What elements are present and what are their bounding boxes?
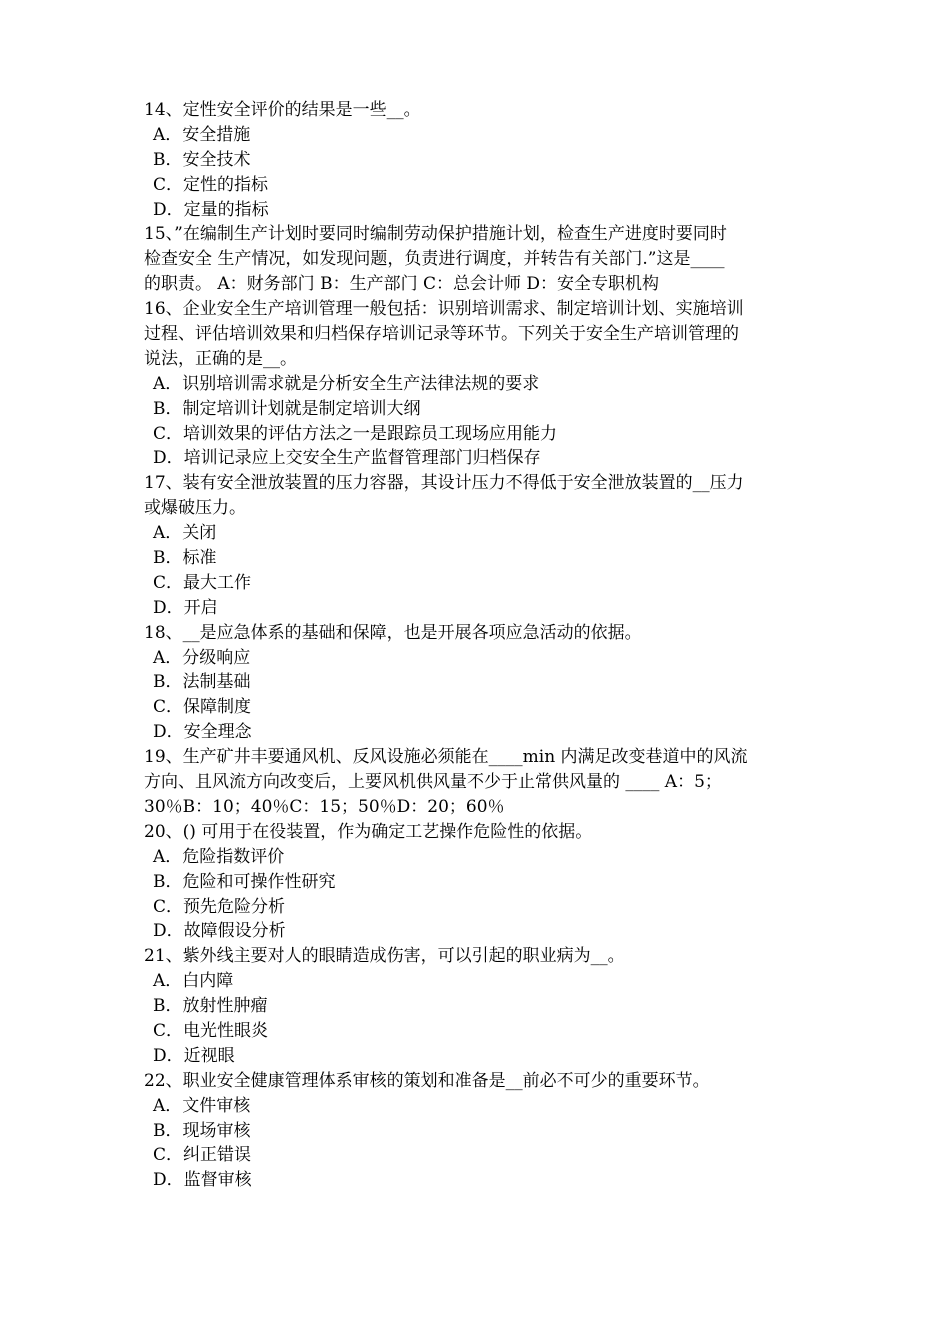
- answer-option: C．电光性眼炎: [153, 1020, 269, 1041]
- question-text: 说法，正确的是__。: [144, 348, 297, 369]
- question-text: 15、”在编制生产计划时要同时编制劳动保护措施计划，检查生产进度时要同时: [144, 224, 727, 245]
- question-text: 的职责。 A：财务部门 B：生产部门 C：总会计师 D：安全专职机构: [144, 274, 660, 295]
- answer-option: D．故障假设分析: [153, 921, 286, 942]
- answer-option: A．白内障: [153, 971, 234, 992]
- answer-option: D．安全理念: [153, 722, 252, 743]
- question-text: 17、装有安全泄放装置的压力容器，其设计压力不得低于安全泄放装置的__压力: [144, 473, 744, 494]
- answer-option: B．制定培训计划就是制定培训大纲: [153, 398, 421, 419]
- answer-option: D．监督审核: [153, 1170, 252, 1191]
- question-text: 30％B：10；40％C：15；50％D：20；60％: [144, 796, 505, 817]
- question-text: 过程、评估培训效果和归档保存培训记录等环节。下列关于安全生产培训管理的: [144, 324, 739, 345]
- answer-option: B．放射性肿瘤: [153, 996, 268, 1017]
- question-text: 检查安全 生产情况，如发现问题，负责进行调度，并转告有关部门.”这是____: [144, 249, 725, 270]
- answer-option: C．纠正错误: [153, 1145, 252, 1166]
- answer-option: A．危险指数评价: [153, 846, 285, 867]
- answer-option: B．危险和可操作性研究: [153, 871, 336, 892]
- answer-option: C．培训效果的评估方法之一是跟踪员工现场应用能力: [153, 423, 558, 444]
- question-text: 16、企业安全生产培训管理一般包括：识别培训需求、制定培训计划、实施培训: [144, 299, 744, 320]
- answer-option: A．关闭: [153, 523, 217, 544]
- answer-option: C．保障制度: [153, 697, 252, 718]
- answer-option: C．最大工作: [153, 572, 252, 593]
- question-text: 18、__是应急体系的基础和保障，也是开展各项应急活动的依据。: [144, 622, 642, 643]
- answer-option: A．安全措施: [153, 124, 251, 145]
- answer-option: A．文件审核: [153, 1095, 251, 1116]
- answer-option: B．标准: [153, 548, 217, 569]
- answer-option: D．定量的指标: [153, 199, 269, 220]
- answer-option: D．培训记录应上交安全生产监督管理部门归档保存: [153, 448, 541, 469]
- question-text: 14、定性安全评价的结果是一些__。: [144, 100, 421, 120]
- question-text: 19、生产矿井丰要通风机、反风设施必须能在____min 内满足改变巷道中的风流: [144, 747, 748, 768]
- answer-option: A．识别培训需求就是分析安全生产法律法规的要求: [153, 373, 540, 394]
- question-text: 20、() 可用于在役装置，作为确定工艺操作危险性的依据。: [144, 821, 593, 842]
- document-page: [144, 98, 816, 1193]
- answer-option: B．法制基础: [153, 672, 251, 693]
- question-text: 22、职业安全健康管理体系审核的策划和准备是__前必不可少的重要环节。: [144, 1070, 710, 1091]
- answer-option: B．现场审核: [153, 1120, 251, 1141]
- answer-option: D．开启: [153, 597, 218, 618]
- question-text: 或爆破压力。: [144, 498, 246, 519]
- answer-option: C．定性的指标: [153, 174, 269, 195]
- question-text: 方向、且风流方向改变后，上要风机供风量不少于止常供风量的 ____ A：5；: [144, 772, 722, 793]
- answer-option: A．分级响应: [153, 647, 251, 668]
- question-text: 21、紫外线主要对人的眼睛造成伤害，可以引起的职业病为__。: [144, 946, 625, 967]
- answer-option: D．近视眼: [153, 1045, 235, 1066]
- answer-option: B．安全技术: [153, 149, 251, 170]
- answer-option: C．预先危险分析: [153, 896, 286, 917]
